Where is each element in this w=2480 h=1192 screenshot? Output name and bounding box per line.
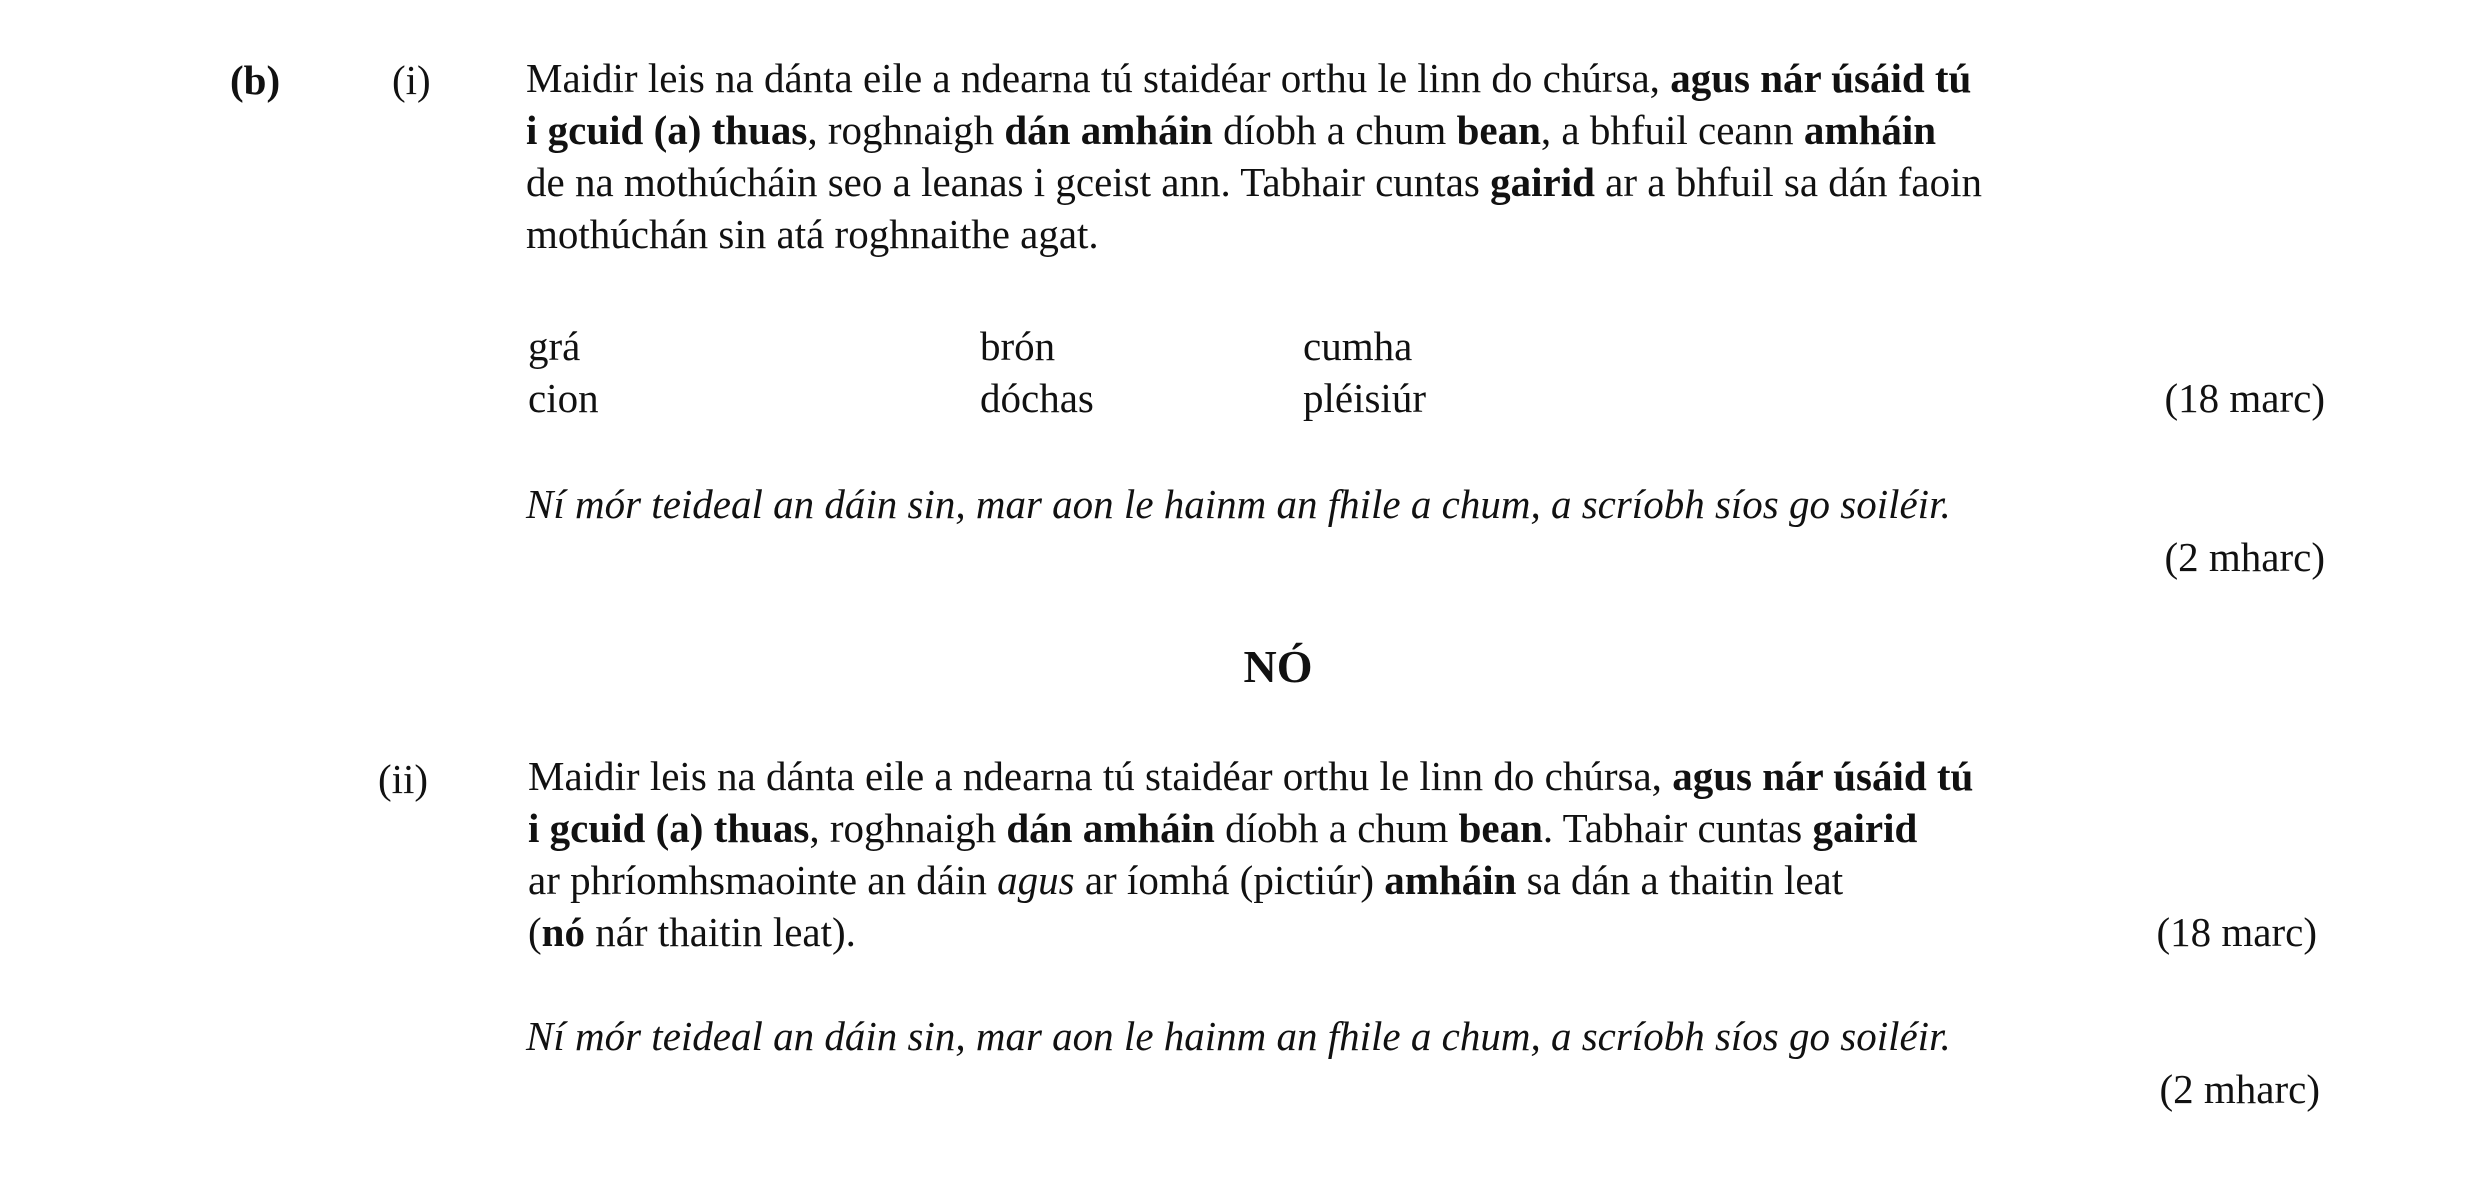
marks-note-ii: (2 mharc) [2159,1066,2320,1112]
option-cumha: cumha [1303,323,1413,369]
option-pleisiur: pléisiúr [1303,375,1426,421]
text-run: bean [1458,805,1543,851]
text-run: agus nár úsáid tú [1670,55,1972,101]
text-run: gairid [1812,805,1918,851]
sub-question-ii-text [528,750,1973,958]
text-run: díobh a chum [1212,107,1457,153]
text-run: ar a bhfuil sa dán faoin [1594,159,1982,205]
text-run: Maidir leis na dánta eile a ndearna tú staidéar orthu le linn do chúrsa, [528,753,1673,799]
text-run: mothúchán sin atá roghnaithe agat. [526,211,1099,257]
question-line [528,906,1973,958]
text-run: bean [1456,107,1541,153]
marks-main-ii: (18 marc) [2156,909,2317,955]
question-line [526,208,1982,260]
text-run: ( [528,909,542,955]
sub-question-i-label: (i) [392,57,431,103]
question-line [526,104,1982,156]
question-line [526,52,1982,104]
text-run: dán amháin [1006,805,1215,851]
note-i: Ní mór teideal an dáin sin, mar aon le hainm an fhile a chum, a scríobh síos go soiléir. [526,481,1951,527]
text-run: . Tabhair cuntas [1542,805,1813,851]
sub-question-ii-label: (ii) [378,756,429,802]
note-ii: Ní mór teideal an dáin sin, mar aon le hainm an fhile a chum, a scríobh síos go soiléir. [526,1013,1951,1059]
text-run: nó [541,909,585,955]
text-run: , roghnaigh [807,107,1005,153]
or-heading: NÓ [1243,641,1313,692]
text-run: i gcuid (a) thuas [526,107,808,153]
marks-main-i: (18 marc) [2164,375,2325,421]
text-run: amháin [1803,107,1937,153]
option-bron: brón [980,323,1056,369]
text-run: sa dán a thaitin leat [1516,857,1844,903]
text-run: i gcuid (a) thuas [528,805,810,851]
question-line [526,156,1982,208]
question-line [528,750,1973,802]
option-dochas: dóchas [980,375,1094,421]
option-gra: grá [528,323,581,369]
text-run: agus [997,857,1075,903]
question-line [528,802,1973,854]
text-run: gairid [1490,159,1595,205]
sub-question-i-text [526,52,1982,260]
option-cion: cion [528,375,599,421]
marks-note-i: (2 mharc) [2164,534,2325,580]
text-run: amháin [1384,857,1517,903]
text-run: Maidir leis na dánta eile a ndearna tú staidéar orthu le linn do chúrsa, [526,55,1671,101]
text-run: ar phríomhsmaointe an dáin [528,857,998,903]
text-run: , a bhfuil ceann [1540,107,1804,153]
text-run: dán amháin [1004,107,1213,153]
text-run: de na mothúcháin seo a leanas i gceist ann. Tabhair cuntas [526,159,1491,205]
text-run: , roghnaigh [809,805,1007,851]
text-run: nár thaitin leat). [584,909,856,955]
text-run: ar íomhá (pictiúr) [1074,857,1385,903]
part-label: (b) [230,57,281,103]
text-run: díobh a chum [1214,805,1459,851]
question-line [528,854,1973,906]
text-run: agus nár úsáid tú [1672,753,1974,799]
